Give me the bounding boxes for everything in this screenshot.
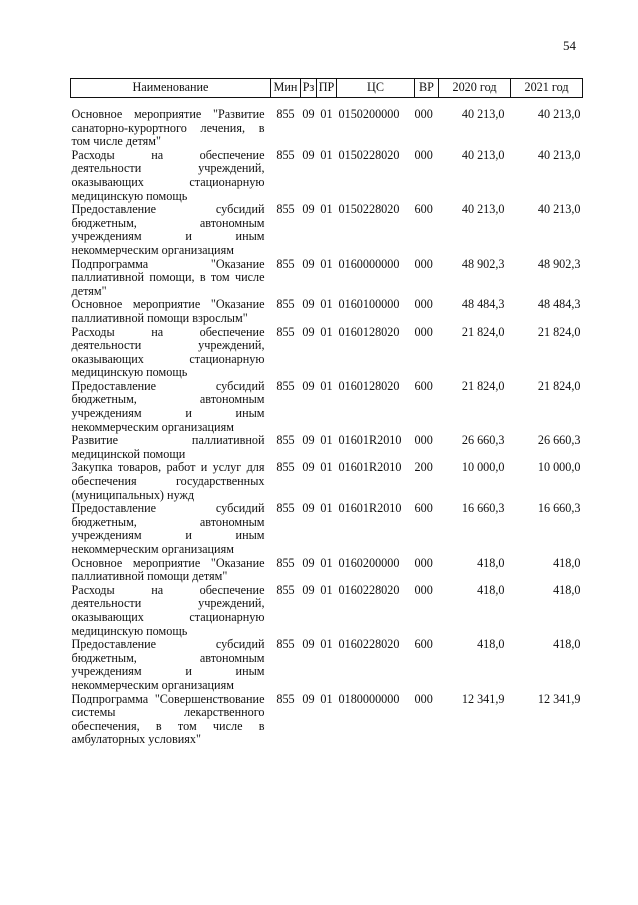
row-vr: 000: [414, 147, 433, 162]
table-row: [71, 98, 583, 149]
row-pr: 01: [320, 147, 333, 162]
row-min: 855: [276, 582, 295, 597]
row-2020: 418,0: [477, 555, 505, 570]
row-name: Расходы на обеспечение деятельности учреждений, оказывающих стационарную медицинскую помощь: [71, 582, 265, 638]
row-name: Подпрограмма "Совершенствование системы лекарственного обеспечения, в том числе в амбулаторных условиях": [71, 691, 265, 747]
row-pr: 01: [320, 297, 333, 312]
row-pr: 01: [320, 555, 333, 570]
row-rz: 09: [302, 582, 315, 597]
table-row: [71, 693, 583, 747]
row-vr: 600: [414, 501, 433, 516]
table-row: [71, 380, 583, 434]
table-row: [71, 638, 583, 692]
row-cs: 0150228020: [338, 202, 400, 217]
row-name: Предоставление субсидий бюджетным, автономным учреждениям и иным некоммерческим организациям: [71, 501, 265, 556]
row-min: 855: [276, 324, 295, 339]
row-name: Основное мероприятие "Оказание паллиативной помощи взрослым": [71, 297, 265, 325]
row-cs: 0160128020: [338, 378, 400, 393]
row-cs: 0160000000: [338, 256, 400, 271]
budget-table: [70, 78, 583, 747]
table-row: [71, 149, 583, 203]
row-name: Подпрограмма "Оказание паллиативной помощи, в том числе детям": [71, 256, 265, 298]
row-2020: 48 484,3: [461, 297, 505, 312]
row-2020: 10 000,0: [461, 460, 505, 475]
row-cs: 0160228020: [338, 637, 400, 652]
row-2020: 40 213,0: [461, 147, 505, 162]
row-2020: 16 660,3: [461, 501, 505, 516]
row-2020: 418,0: [477, 637, 505, 652]
header-name: Наименование: [71, 79, 271, 98]
row-2021: 21 824,0: [537, 324, 581, 339]
row-rz: 09: [302, 691, 315, 706]
row-name: Расходы на обеспечение деятельности учреждений, оказывающих стационарную медицинскую помощь: [71, 147, 265, 203]
row-min: 855: [276, 202, 295, 217]
row-rz: 09: [302, 460, 315, 475]
table-row: [71, 203, 583, 257]
row-2020: 12 341,9: [461, 691, 505, 706]
row-name: Развитие паллиативной медицинской помощи: [71, 433, 265, 461]
row-name: Закупка товаров, работ и услуг для обеспечения государственных (муниципальных) нужд: [71, 460, 265, 502]
table-row: [71, 461, 583, 502]
row-name: Предоставление субсидий бюджетным, автономным учреждениям и иным некоммерческим организациям: [71, 202, 265, 257]
row-name: Основное мероприятие "Развитие санаторно-курортного лечения, в том числе детям": [71, 107, 265, 149]
row-name: Предоставление субсидий бюджетным, автономным учреждениям и иным некоммерческим организациям: [71, 378, 265, 434]
row-pr: 01: [320, 107, 333, 121]
table-row: [71, 298, 583, 325]
header-2020: 2020 год: [439, 79, 511, 98]
row-rz: 09: [302, 256, 315, 271]
row-cs: 0180000000: [338, 691, 400, 706]
row-2021: 16 660,3: [537, 501, 581, 516]
page-number: 54: [563, 38, 576, 53]
row-vr: 000: [414, 555, 433, 570]
row-vr: 000: [414, 691, 433, 706]
row-vr: 000: [414, 433, 433, 448]
header-pr: ПР: [317, 79, 337, 98]
header-rz: Рз: [301, 79, 317, 98]
row-2021: 418,0: [553, 582, 581, 597]
header-2021: 2021 год: [511, 79, 583, 98]
table-row: [71, 434, 583, 461]
row-2020: 40 213,0: [461, 202, 505, 217]
row-vr: 000: [414, 297, 433, 312]
row-name: Расходы на обеспечение деятельности учреждений, оказывающих стационарную медицинскую помощь: [71, 324, 265, 380]
header-vr: ВР: [415, 79, 439, 98]
row-vr: 600: [414, 637, 433, 652]
row-vr: 000: [414, 256, 433, 271]
row-cs: 0160100000: [338, 297, 400, 312]
row-rz: 09: [302, 297, 315, 312]
row-min: 855: [276, 501, 295, 516]
row-min: 855: [276, 107, 295, 121]
table-row: [71, 502, 583, 556]
row-rz: 09: [302, 202, 315, 217]
table-row: [71, 258, 583, 299]
row-min: 855: [276, 691, 295, 706]
row-min: 855: [276, 378, 295, 393]
row-pr: 01: [320, 691, 333, 706]
row-2020: 26 660,3: [461, 433, 505, 448]
row-2021: 40 213,0: [537, 202, 581, 217]
row-2021: 418,0: [553, 555, 581, 570]
row-2020: 21 824,0: [461, 378, 505, 393]
table-row: [71, 584, 583, 638]
row-vr: 000: [414, 324, 433, 339]
row-2021: 10 000,0: [537, 460, 581, 475]
row-rz: 09: [302, 555, 315, 570]
row-cs: 01601R2010: [338, 433, 402, 448]
row-2020: 48 902,3: [461, 256, 505, 271]
row-pr: 01: [320, 378, 333, 393]
row-vr: 000: [414, 107, 433, 121]
row-2020: 21 824,0: [461, 324, 505, 339]
row-rz: 09: [302, 637, 315, 652]
row-rz: 09: [302, 324, 315, 339]
row-cs: 01601R2010: [338, 501, 402, 516]
table-row: [71, 557, 583, 584]
row-cs: 0160228020: [338, 582, 400, 597]
row-rz: 09: [302, 433, 315, 448]
row-2020: 418,0: [477, 582, 505, 597]
header-min: Мин: [271, 79, 301, 98]
header-cs: ЦС: [337, 79, 415, 98]
row-cs: 0150228020: [338, 147, 400, 162]
row-pr: 01: [320, 433, 333, 448]
table-row: [71, 326, 583, 380]
row-2021: 26 660,3: [537, 433, 581, 448]
row-pr: 01: [320, 637, 333, 652]
row-pr: 01: [320, 202, 333, 217]
row-rz: 09: [302, 107, 315, 121]
row-pr: 01: [320, 256, 333, 271]
row-pr: 01: [320, 324, 333, 339]
row-min: 855: [276, 147, 295, 162]
row-pr: 01: [320, 501, 333, 516]
row-rz: 09: [302, 378, 315, 393]
row-2021: 40 213,0: [537, 107, 581, 121]
row-vr: 600: [414, 378, 433, 393]
row-pr: 01: [320, 460, 333, 475]
row-2021: 418,0: [553, 637, 581, 652]
row-vr: 600: [414, 202, 433, 217]
row-cs: 0160200000: [338, 555, 400, 570]
row-name: Основное мероприятие "Оказание паллиативной помощи детям": [71, 555, 265, 584]
row-2021: 12 341,9: [537, 691, 581, 706]
row-min: 855: [276, 256, 295, 271]
row-vr: 000: [414, 582, 433, 597]
row-min: 855: [276, 433, 295, 448]
row-2021: 40 213,0: [537, 147, 581, 162]
row-min: 855: [276, 460, 295, 475]
row-min: 855: [276, 555, 295, 570]
row-min: 855: [276, 297, 295, 312]
row-2021: 21 824,0: [537, 378, 581, 393]
row-2021: 48 484,3: [537, 297, 581, 312]
row-rz: 09: [302, 501, 315, 516]
row-name: Предоставление субсидий бюджетным, автономным учреждениям и иным некоммерческим организациям: [71, 637, 265, 692]
table-body: [71, 98, 583, 747]
row-2020: 40 213,0: [461, 107, 505, 121]
row-vr: 200: [414, 460, 433, 475]
row-min: 855: [276, 637, 295, 652]
row-2021: 48 902,3: [537, 256, 581, 271]
row-rz: 09: [302, 147, 315, 162]
row-cs: 0150200000: [338, 107, 400, 121]
row-cs: 01601R2010: [338, 460, 402, 475]
row-pr: 01: [320, 582, 333, 597]
row-cs: 0160128020: [338, 324, 400, 339]
table-header: [71, 79, 583, 98]
